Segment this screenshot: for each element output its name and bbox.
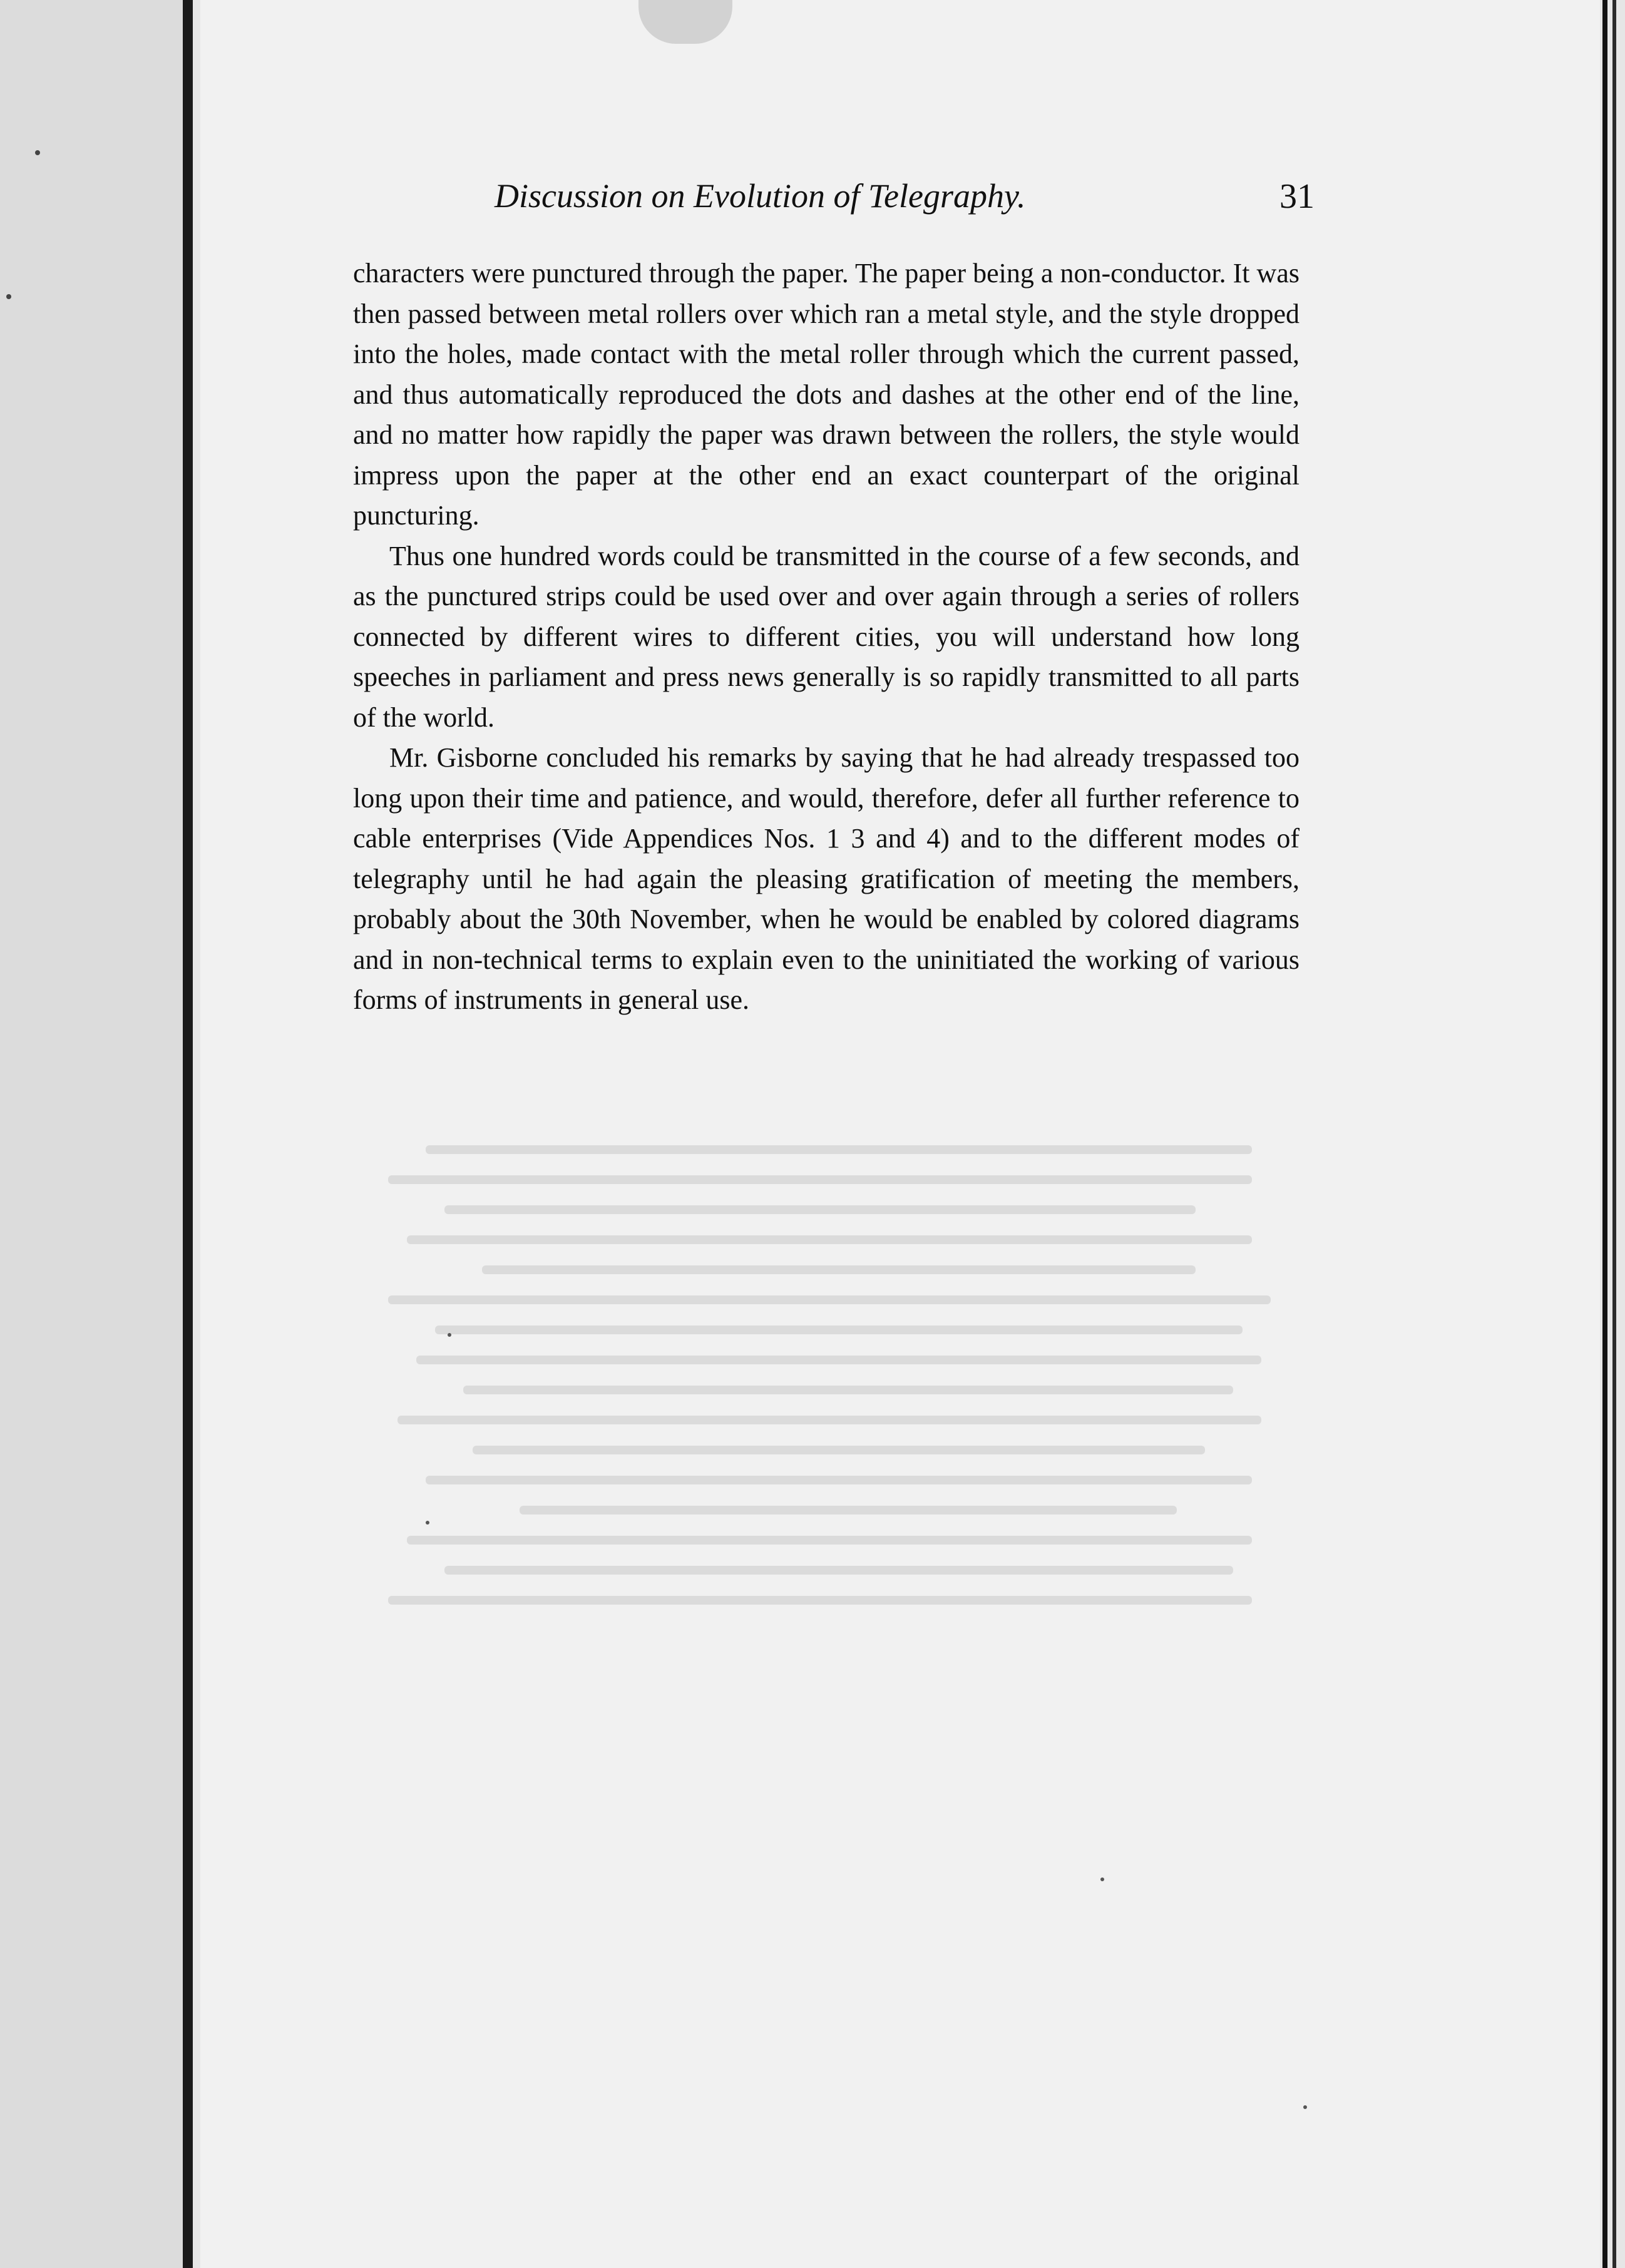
gutter-speck: [6, 294, 11, 299]
page-edge-shadow: [1612, 0, 1616, 2268]
binding-edge-line: [183, 0, 193, 2268]
running-head: Discussion on Evolution of Telegraphy.: [495, 177, 1026, 215]
paper-speck: [1303, 2105, 1307, 2109]
paper-speck: [1100, 1877, 1104, 1881]
show-through-line: [388, 1175, 1252, 1184]
show-through-line: [407, 1235, 1252, 1244]
paper-stain: [638, 0, 732, 44]
show-through-line: [407, 1536, 1252, 1545]
show-through-text: [388, 1145, 1327, 1959]
show-through-line: [388, 1295, 1271, 1304]
paper-speck: [426, 1521, 429, 1525]
show-through-line: [388, 1596, 1252, 1605]
show-through-line: [473, 1446, 1205, 1454]
paragraph-2: Thus one hundred words could be transmitted in the course of a few seconds, and as the punctured strips could be used over and over again through a series of rollers connected by different wires to different cities, you will understand how long speeches in parliament and press news generally is so rapidly transmitted to all parts of the world.: [353, 540, 1299, 733]
show-through-line: [416, 1356, 1261, 1364]
show-through-line: [397, 1416, 1261, 1424]
paragraph-1: characters were punctured through the paper. The paper being a non-conductor. It was then passed between metal rollers over which ran a metal style, and the style dropped into the holes, made contact with the metal roller through which the current passed, and thus automatically reproduced the dots and dashes at the other end of the line, and no matter how rapidly the paper was drawn between the rollers, the style would impress upon the paper at the other end an exact counterpart of the original puncturing.: [353, 258, 1299, 531]
show-through-line: [444, 1566, 1233, 1575]
binding-gutter: [0, 0, 188, 2268]
paragraph-3: Mr. Gisborne concluded his remarks by saying that he had already trespassed too long upon their time and patience, and would, therefore, defer all further reference to cable enterprises (Vide Appendices Nos. 1 3 and 4) and to the different modes of telegraphy until he had again the pleasing gratification of meeting the members, probably about the 30th November, when he would be enabled by colored diagrams and in non-technical terms to explain even to the uninitiated the working of various forms of instruments in general use.: [353, 742, 1299, 1015]
show-through-line: [520, 1506, 1177, 1515]
show-through-line: [444, 1205, 1196, 1214]
show-through-line: [426, 1145, 1252, 1154]
gutter-speck: [35, 150, 40, 155]
page-edge-line: [1602, 0, 1607, 2268]
show-through-line: [482, 1265, 1196, 1274]
page-header: [495, 176, 1315, 233]
page-number: 31: [1279, 177, 1315, 216]
paper-speck: [448, 1333, 451, 1337]
show-through-line: [435, 1326, 1243, 1334]
show-through-line: [463, 1386, 1233, 1394]
show-through-line: [426, 1476, 1252, 1484]
body-text: [353, 253, 1299, 1021]
